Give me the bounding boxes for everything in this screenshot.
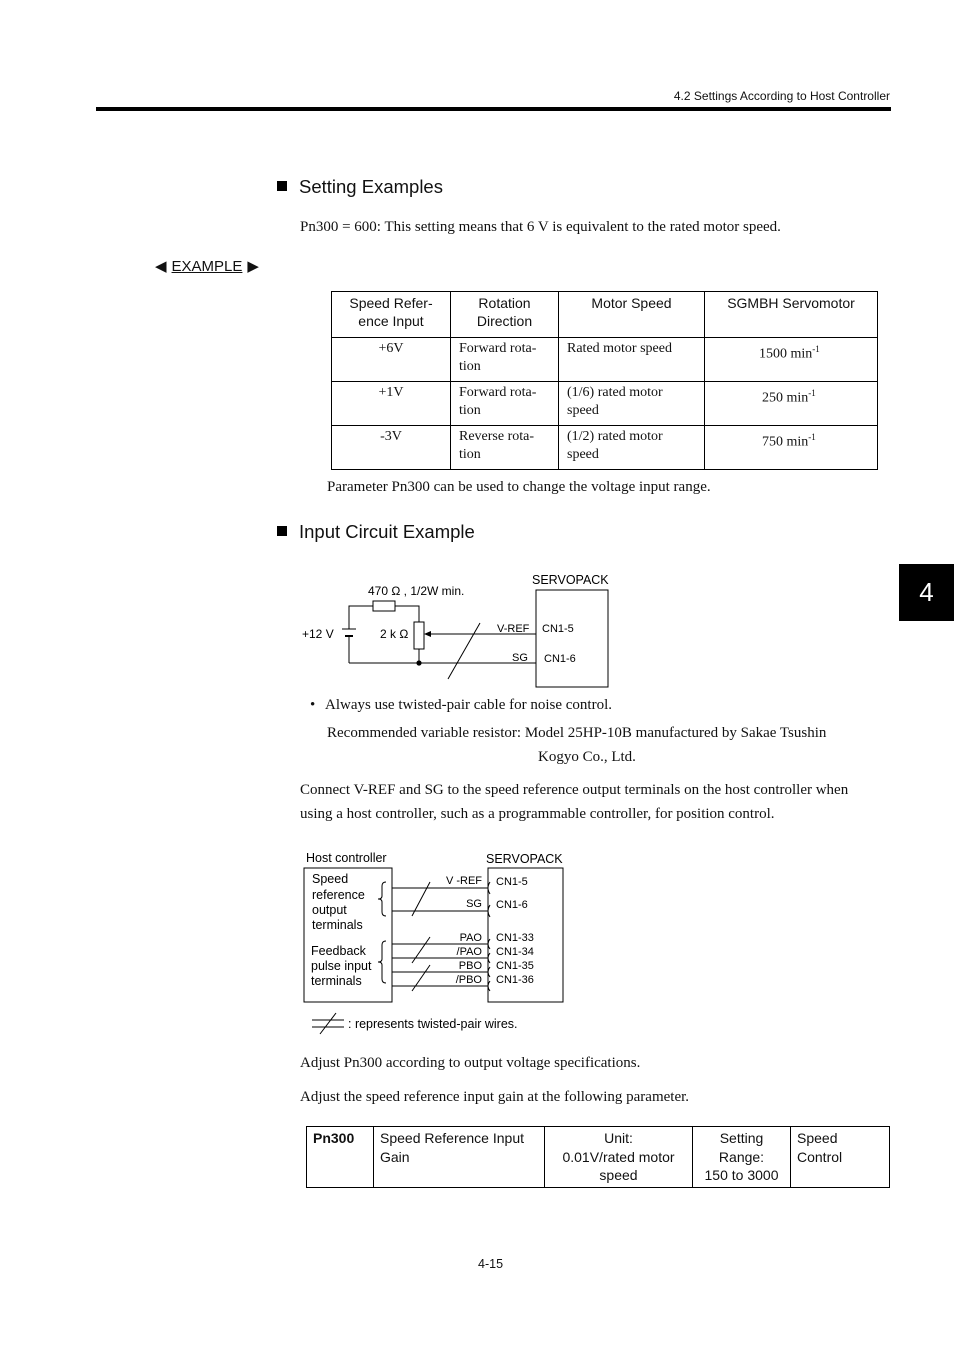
cell-servomotor [705, 338, 878, 382]
cn-label: CN1-5 [542, 623, 574, 635]
servo-exponent: -1 [808, 432, 816, 442]
servo-exponent: -1 [812, 344, 820, 354]
square-bullet-icon [277, 181, 287, 191]
signal-label: PBO [458, 960, 482, 972]
speed-ref-text: terminals [312, 918, 363, 932]
signal-label: V -REF [445, 875, 482, 887]
speed-ref-text: Speed [312, 872, 349, 886]
terminal-label: CN1-34 [496, 946, 534, 958]
cell-direction: Forward rota- tion [451, 382, 559, 426]
feedback-text: Feedback [311, 944, 366, 958]
servopack-label: SERVOPACK [532, 573, 609, 587]
adjust-line-2: Adjust the speed reference input gain at the following parameter. [300, 1089, 690, 1105]
speed-ref-text: reference [312, 888, 365, 902]
param-unit: Unit: 0.01V/rated motor speed [545, 1127, 693, 1188]
table-row [307, 1127, 890, 1188]
connect-line-1: Connect V-REF and SG to the speed reference output terminals on the host controller when [300, 782, 849, 798]
table-header-row [332, 292, 878, 338]
setting-examples-heading [277, 176, 443, 198]
servopack-label: SERVOPACK [486, 852, 563, 866]
twisted-pair-mark [448, 623, 480, 679]
cell-speed: Rated motor speed [559, 338, 705, 382]
input-circuit-heading [277, 521, 475, 543]
bullet-item [310, 693, 612, 717]
header-rule [96, 107, 891, 111]
example-tag [155, 257, 259, 275]
host-connection-diagram [300, 846, 575, 1036]
servo-value: 1500 min [759, 346, 813, 362]
connect-line-2: using a host controller, such as a programmable controller, for position control. [300, 806, 775, 822]
wiper-arrow [424, 631, 431, 637]
cn-label: CN1-6 [544, 653, 576, 665]
cell-speed: (1/2) rated motor speed [559, 426, 705, 470]
page-number: 4-15 [478, 1257, 504, 1271]
servo-exponent: -1 [808, 388, 816, 398]
feedback-text: pulse input [311, 959, 372, 973]
pot-label: 2 k Ω [380, 627, 409, 641]
servo-value: 250 min [762, 390, 809, 406]
cell-servomotor [705, 382, 878, 426]
signal-label: /PBO [455, 974, 482, 986]
speed-ref-text: output [312, 903, 347, 917]
col-header-motor-speed: Motor Speed [559, 292, 705, 338]
cell-direction: Reverse rota- tion [451, 426, 559, 470]
running-header: 4.2 Settings According to Host Controller [673, 89, 890, 103]
table-row [332, 338, 878, 382]
param-code: Pn300 [307, 1127, 374, 1188]
servopack-box [536, 590, 608, 687]
table-row [332, 426, 878, 470]
terminal-label: CN1-6 [496, 899, 528, 911]
twisted-pair-legend: : represents twisted-pair wires. [348, 1017, 518, 1031]
col-header-speed-ref: Speed Refer- ence Input [332, 292, 451, 338]
cell-direction: Forward rota- tion [451, 338, 559, 382]
terminal-label: CN1-35 [496, 960, 534, 972]
signal-label: PAO [459, 932, 482, 944]
left-triangle-icon: ◀ [155, 258, 167, 275]
input-circuit-heading-text: Input Circuit Example [299, 521, 475, 542]
resistor-label: 470 Ω , 1/2W min. [368, 584, 465, 598]
adjust-line-1: Adjust Pn300 according to output voltage specifications. [300, 1055, 641, 1071]
input-circuit-diagram [290, 565, 630, 695]
setting-intro: Pn300 = 600: This setting means that 6 V is equivalent to the rated motor speed. [300, 219, 781, 235]
parameter-table [306, 1126, 890, 1188]
terminal-label: CN1-33 [496, 932, 534, 944]
cell-input: -3V [332, 426, 451, 470]
junction-dot [416, 660, 421, 665]
servo-value: 750 min [762, 434, 809, 450]
param-name: Speed Reference Input Gain [374, 1127, 545, 1188]
chapter-tab: 4 [899, 564, 954, 621]
cell-input: +6V [332, 338, 451, 382]
setting-examples-heading-text: Setting Examples [299, 176, 443, 197]
table-row [332, 382, 878, 426]
sg-label: SG [512, 652, 528, 664]
signal-label: SG [466, 898, 482, 910]
twisted-pair-mark [412, 937, 430, 963]
feedback-text: terminals [311, 974, 362, 988]
col-header-rotation: Rotation Direction [451, 292, 559, 338]
cell-speed: (1/6) rated motor speed [559, 382, 705, 426]
host-controller-label: Host controller [306, 851, 387, 865]
col-header-servomotor: SGMBH Servomotor [705, 292, 878, 338]
potentiometer [414, 622, 424, 649]
cell-servomotor [705, 426, 878, 470]
setting-examples-table [331, 291, 878, 470]
param-range: Setting Range: 150 to 3000 [693, 1127, 791, 1188]
recommend-line-2: Kogyo Co., Ltd. [538, 749, 636, 765]
fixed-resistor [373, 601, 395, 611]
vref-label: V-REF [497, 623, 530, 635]
twisted-pair-mark [412, 965, 430, 991]
param-control-mode: Speed Control [791, 1127, 890, 1188]
bullet-dot-icon: • [310, 697, 316, 713]
terminal-label: CN1-5 [496, 876, 528, 888]
right-triangle-icon: ▶ [247, 258, 259, 275]
cell-input: +1V [332, 382, 451, 426]
supply-label: +12 V [302, 627, 334, 641]
square-bullet-icon [277, 526, 287, 536]
signal-label: /PAO [456, 946, 482, 958]
example-label: EXAMPLE [171, 258, 243, 275]
recommend-line-1: Recommended variable resistor: Model 25HP-10B manufactured by Sakae Tsushin [327, 725, 827, 741]
pn300-note: Parameter Pn300 can be used to change the voltage input range. [327, 479, 711, 495]
bullet-text: Always use twisted-pair cable for noise control. [325, 697, 613, 713]
terminal-label: CN1-36 [496, 974, 534, 986]
